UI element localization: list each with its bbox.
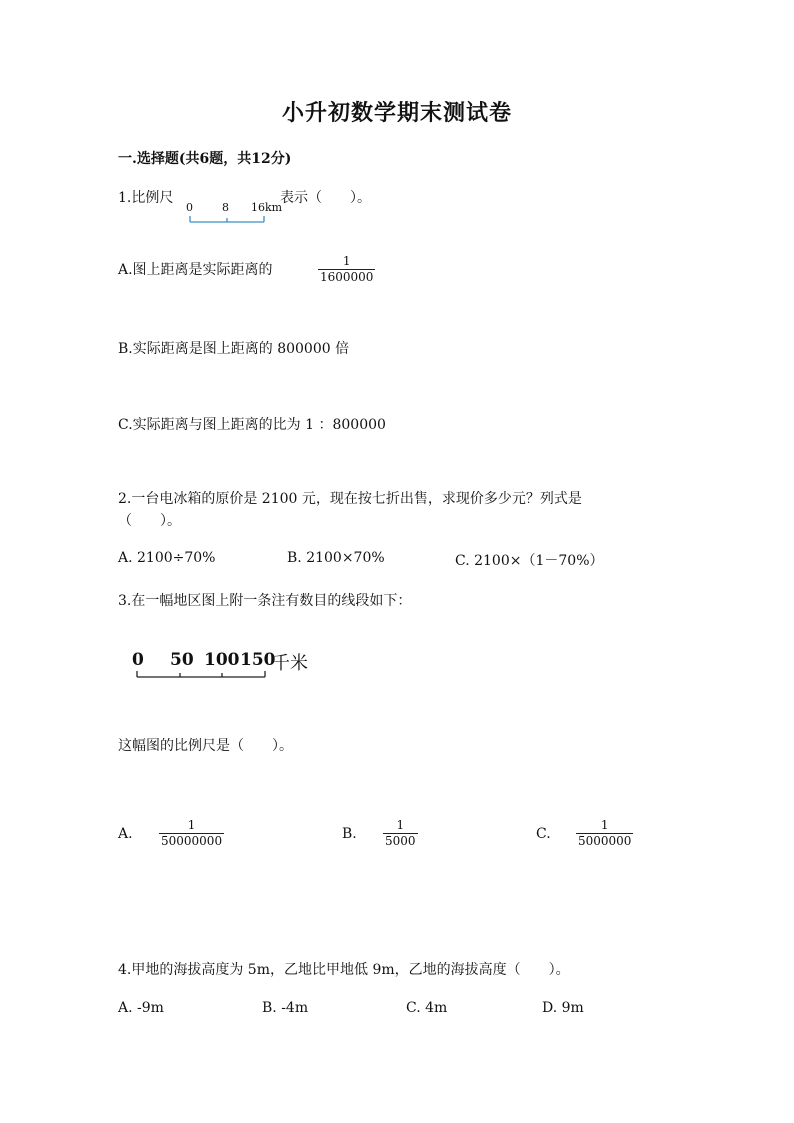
q2-stem-line2: （ ）。 (118, 513, 181, 529)
q1-option-b: B.实际距离是图上距离的 800000 倍 (118, 341, 350, 357)
fraction-denominator: 5000 (385, 834, 416, 848)
fraction-numerator: 1 (600, 818, 609, 832)
q4-stem: 4.甲地的海拔高度为 5m，乙地比甲地低 9m，乙地的海拔高度（ ）。 (118, 962, 570, 978)
q4-option-a: A. -9m (118, 1000, 164, 1016)
fraction-denominator: 50000000 (161, 834, 223, 848)
q3-scale-label-150: 150 (240, 650, 276, 670)
q3-option-a-fraction (159, 818, 224, 849)
q2-option-a: A. 2100÷70% (118, 550, 216, 566)
q1-scale-label-0: 0 (186, 201, 193, 214)
fraction-numerator: 1 (342, 254, 351, 268)
q3-question: 这幅图的比例尺是（ ）。 (118, 738, 293, 754)
q2-stem-line1: 2.一台电冰箱的原价是 2100 元，现在按七折出售，求现价多少元？列式是 (118, 491, 582, 507)
q1-scale-label-8: 8 (222, 201, 229, 214)
fraction-numerator: 1 (396, 818, 405, 832)
q3-option-c-label: C. (536, 826, 551, 842)
q1-option-c: C.实际距离与图上距离的比为 1 ：800000 (118, 417, 386, 433)
q3-scale-unit: 千米 (272, 653, 308, 674)
q3-option-a-label: A. (118, 826, 133, 842)
q3-scale-label-0: 0 (132, 650, 144, 670)
fraction-denominator: 5000000 (578, 834, 632, 848)
q3-scale-label-100: 100 (204, 650, 240, 670)
q3-stem: 3.在一幅地区图上附一条注有数目的线段如下： (118, 593, 412, 609)
q1-prefix: 1.比例尺 (118, 190, 174, 206)
q1-scale-label-16km: 16km (251, 201, 283, 214)
q3-option-c-fraction (576, 818, 633, 849)
q1-scale-line (182, 214, 282, 224)
section-heading: 一.选择题(共6题，共12分) (118, 151, 292, 167)
q2-option-c: C. 2100×（1－70%） (455, 553, 604, 569)
fraction-denominator: 1600000 (320, 270, 374, 284)
q3-scale-label-50: 50 (170, 650, 194, 670)
q1-option-a-fraction (318, 254, 375, 285)
fraction-numerator: 1 (187, 818, 196, 832)
page-title: 小升初数学期末测试卷 (281, 100, 512, 126)
q2-option-b: B. 2100×70% (287, 550, 385, 566)
q1-option-a-text: A.图上距离是实际距离的 (118, 262, 273, 278)
q1-suffix: 表示（ ）。 (280, 190, 371, 206)
q3-option-b-label: B. (342, 826, 357, 842)
q3-option-b-fraction (383, 818, 418, 849)
q4-option-c: C. 4m (406, 1000, 448, 1016)
q4-option-b: B. -4m (262, 1000, 309, 1016)
q1-scale-bar (182, 201, 282, 223)
q3-scale-bar (130, 648, 330, 682)
q4-option-d: D. 9m (542, 1000, 584, 1016)
q3-scale-line (130, 670, 270, 680)
